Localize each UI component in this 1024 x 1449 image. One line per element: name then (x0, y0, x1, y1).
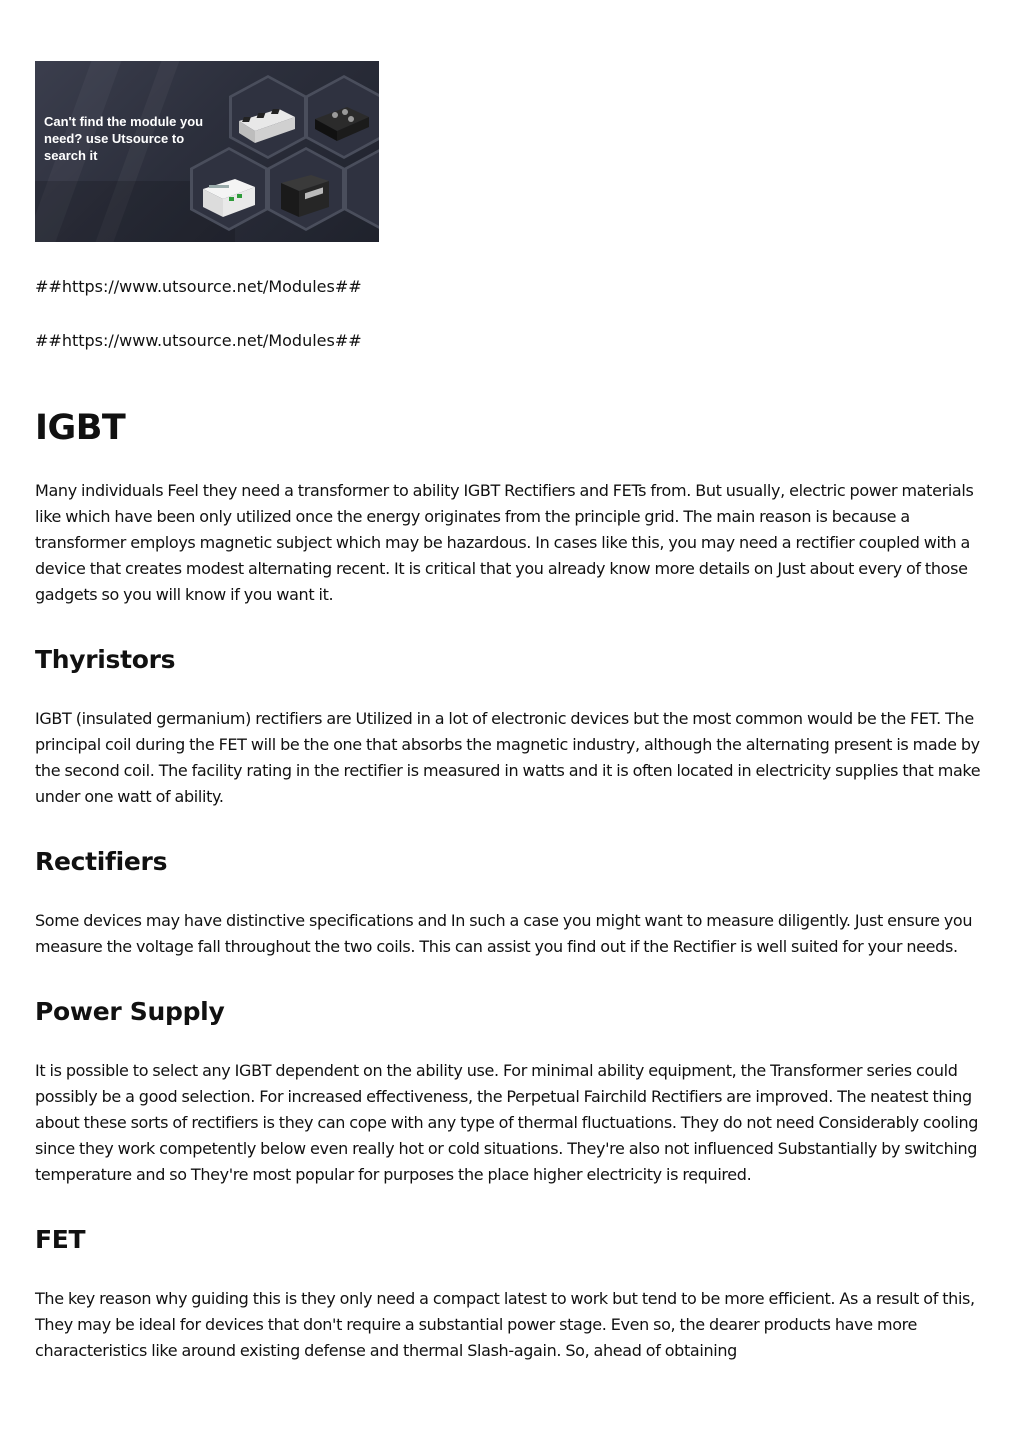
igbt-module-icon (235, 103, 299, 147)
page-title: IGBT (35, 408, 126, 448)
din-controller-icon (199, 175, 259, 221)
document-page (35, 61, 990, 1364)
section-paragraph: It is possible to select any IGBT dependent on the ability use. For minimal ability equipment, the Transformer series could possibly be a good selection. For increased effectiveness, the Perpetual Fairchild Rectifiers are improved. The neatest thing about these sorts of rectifiers is they can cope with any type of thermal fluctuations. They do not need Considerably cooling since they work competently below even really hot or cold situations. They're also not influenced Substantially by switching temperature and so They're most popular for purposes the place higher electricity is required. (35, 1061, 979, 1184)
section-heading-fet: FET (35, 1225, 86, 1254)
section-heading-power-supply: Power Supply (35, 997, 225, 1026)
source-link[interactable]: ##https://www.utsource.net/Modules## (35, 277, 362, 296)
utsource-banner-image[interactable] (35, 61, 379, 242)
banner-text: Can't find the module you need? use Utsource to search it (44, 114, 204, 163)
section-paragraph: IGBT (insulated germanium) rectifiers are Utilized in a lot of electronic devices but the most common would be the FET. The principal coil during the FET will be the one that absorbs the magnetic industry, although the alternating present is made by the second coil. The facility rating in the rectifier is measured in watts and it is often located in electricity supplies that make under one watt of ability. (35, 709, 981, 806)
battery-icon (275, 171, 335, 221)
rectifier-module-icon (311, 99, 373, 145)
source-link[interactable]: ##https://www.utsource.net/Modules## (35, 331, 362, 350)
section-heading-rectifiers: Rectifiers (35, 847, 168, 876)
section-paragraph: The key reason why guiding this is they only need a compact latest to work but tend to be more efficient. As a result of this, They may be ideal for devices that don't require a substantial power stage. Even so, the dearer products have more characteristics like around existing defense and thermal Slash-again. So, ahead of obtaining (35, 1289, 975, 1360)
intro-paragraph: Many individuals Feel they need a transformer to ability IGBT Rectifiers and FETs from. But usually, electric power materials like which have been only utilized once the energy originates from the principle grid. The main reason is because a transformer employs magnetic subject which may be hazardous. In cases like this, you may need a rectifier coupled with a device that creates modest alternating recent. It is critical that you already know more details on Just about every of those gadgets so you will know if you want it. (35, 481, 974, 604)
section-heading-thyristors: Thyristors (35, 645, 176, 674)
section-paragraph: Some devices may have distinctive specifications and In such a case you might want to measure diligently. Just ensure you measure the voltage fall throughout the two coils. This can assist you find out if the Rectifier is well suited for your needs. (35, 911, 973, 956)
hex-tile-empty (344, 147, 379, 231)
